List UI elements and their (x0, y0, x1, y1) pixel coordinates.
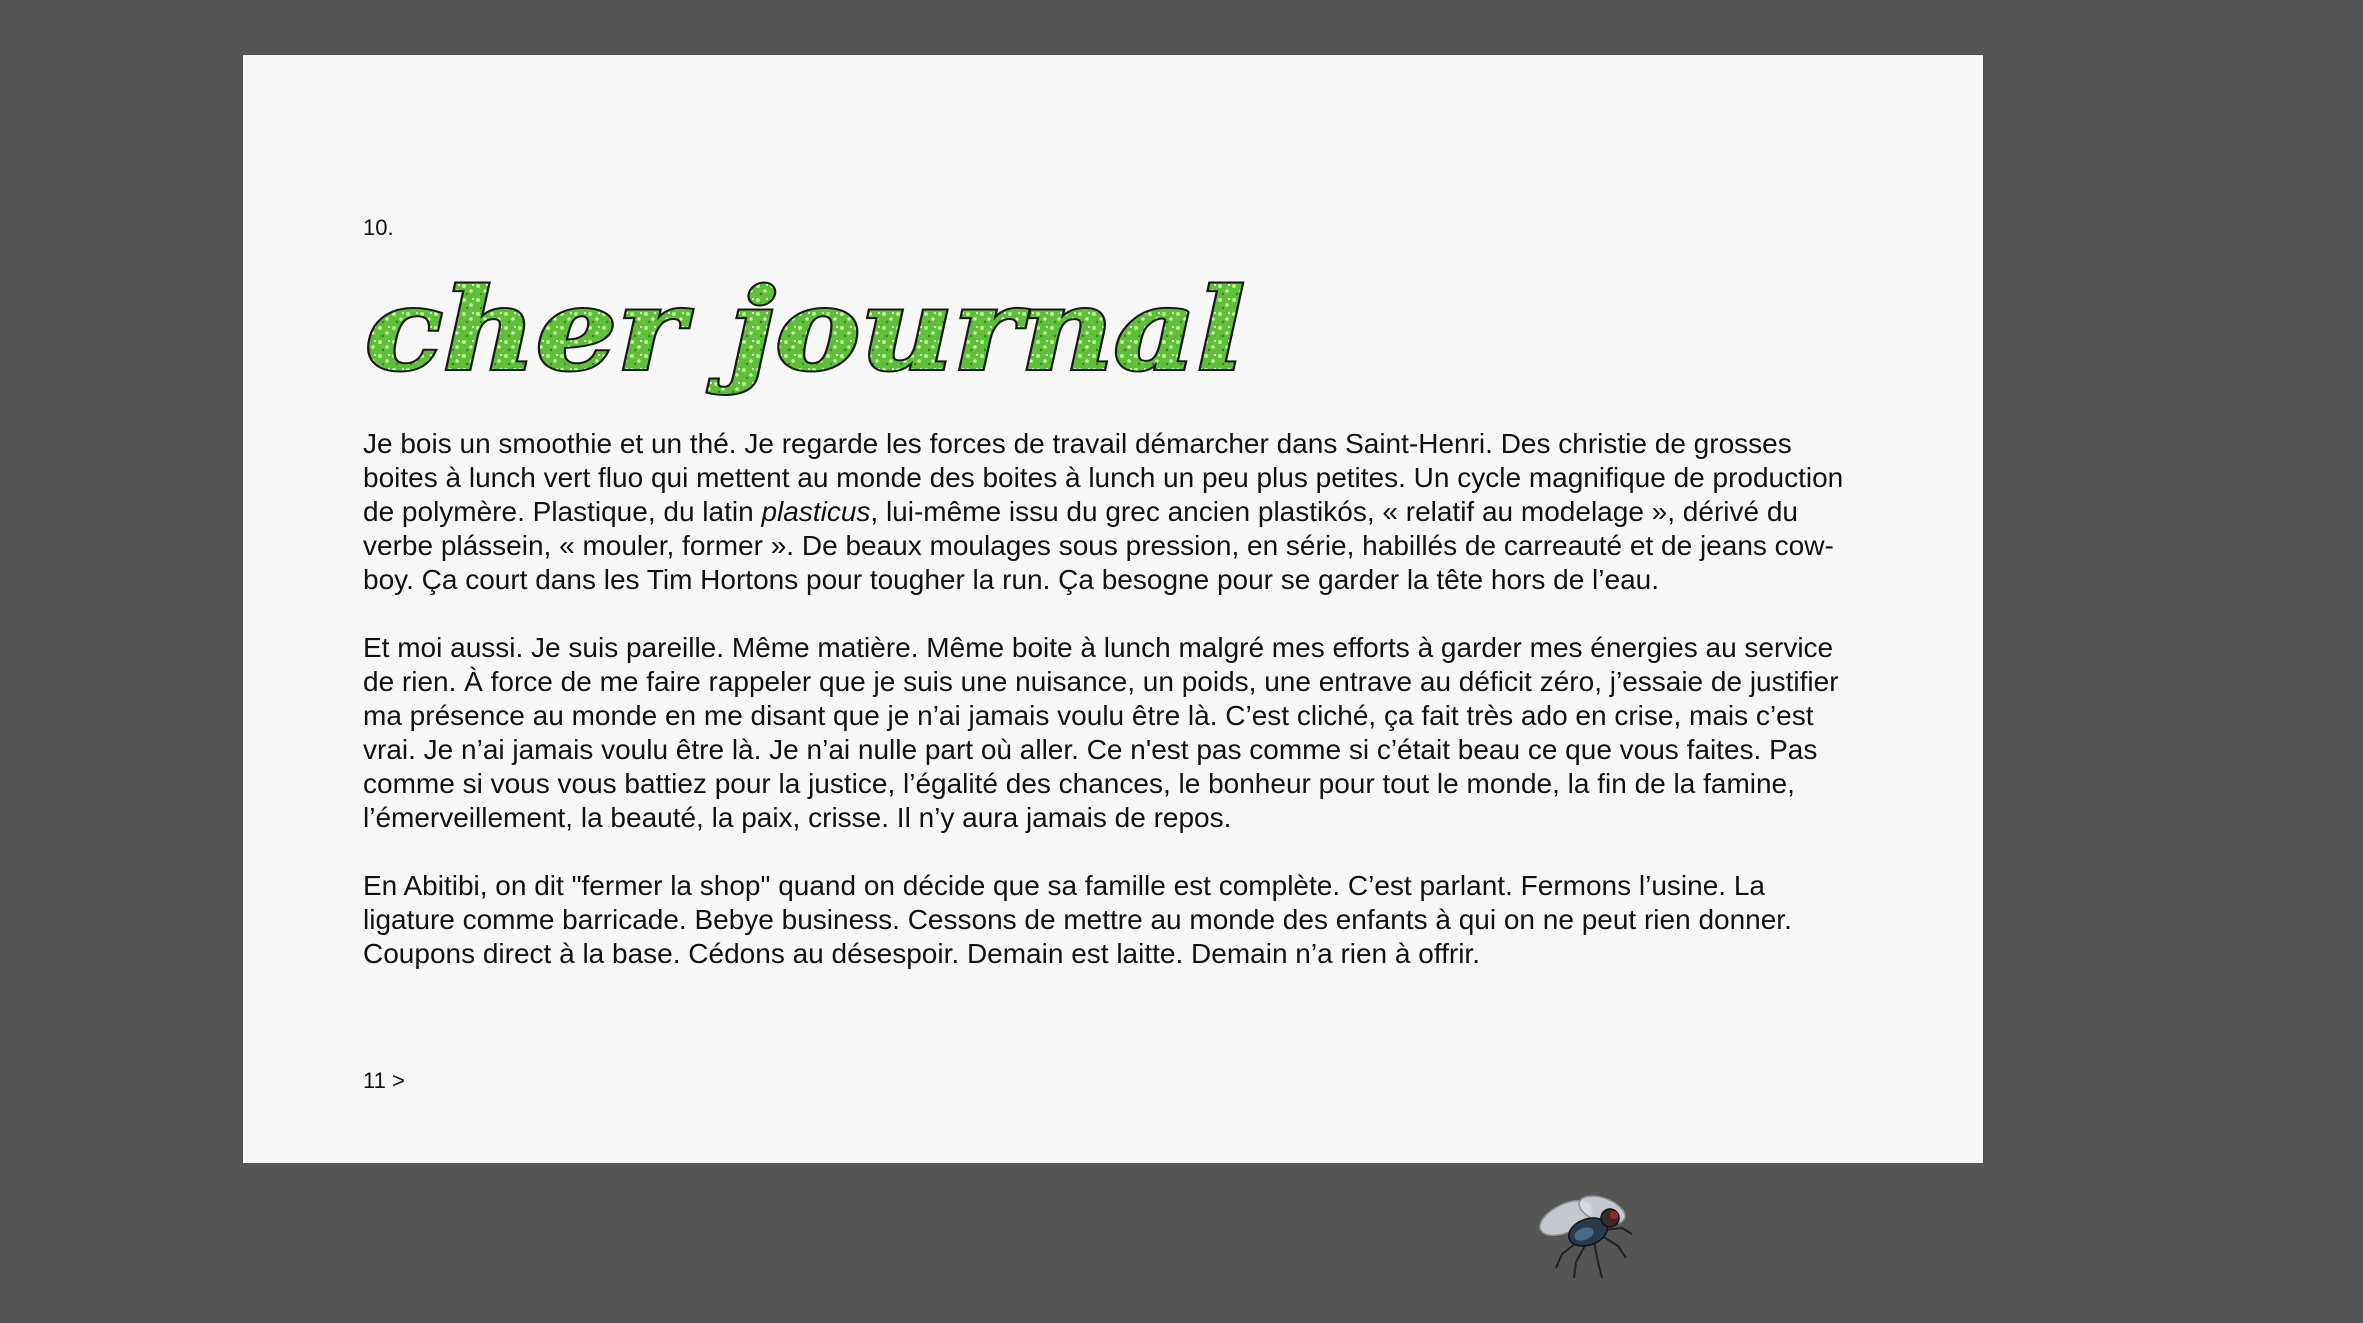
page-number: 10. (363, 215, 394, 240)
fly-icon (1532, 1188, 1642, 1284)
paragraph-3: En Abitibi, on dit "fermer la shop" quand on décide que sa famille est complète. C’est parlant. Fermons l’usine. La ligature comme barricade. Bebye business. Cessons de mettre au monde des enfants à qui on ne peut rien donner. Coupons direct à la base. Cédons au désespoir. Demain est laitte. Demain n’a rien à offrir. (363, 870, 1792, 969)
journal-body (363, 427, 1853, 1005)
title-text: cher journal (365, 269, 1245, 396)
paragraph-1: Je bois un smoothie et un thé. Je regarde les forces de travail démarcher dans Saint-Henri. Des christie de grosses boites à lunch vert fluo qui mettent au monde des boites à lunch un peu plus petites. Un cycle magnifique de production de polymère. Plastique, du latin plasticus, lui-même issu du grec ancien plastikós, « relatif au modelage », dérivé du verbe plássein, « mouler, former ». De beaux moulages sous pression, en série, habillés de carreauté et de jeans cow-boy. Ça court dans les Tim Hortons pour tougher la run. Ça besogne pour se garder la tête hors de l’eau. (363, 428, 1844, 595)
latin-term: plasticus (761, 496, 871, 527)
page-title (363, 269, 1263, 409)
paragraph-2: Et moi aussi. Je suis pareille. Même matière. Même boite à lunch malgré mes efforts à garder mes énergies au service de rien. À force de me faire rappeler que je suis une nuisance, un poids, une entrave au déficit zéro, j’essaie de justifier ma présence au monde en me disant que je n’ai jamais voulu être là. C’est cliché, ça fait très ado en crise, mais c’est vrai. Je n’ai jamais voulu être là. Je n’ai nulle part où aller. Ce n'est pas comme si c’était beau ce que vous faites. Pas comme si vous vous battiez pour la justice, l’égalité des chances, le bonheur pour tout le monde, la fin de la famine, l’émerveillement, la beauté, la paix, crisse. Il n’y aura jamais de repos. (363, 632, 1839, 833)
glitter-title-graphic (363, 269, 1263, 409)
next-page-link[interactable]: 11 > (363, 1068, 405, 1093)
journal-page (243, 55, 1983, 1163)
